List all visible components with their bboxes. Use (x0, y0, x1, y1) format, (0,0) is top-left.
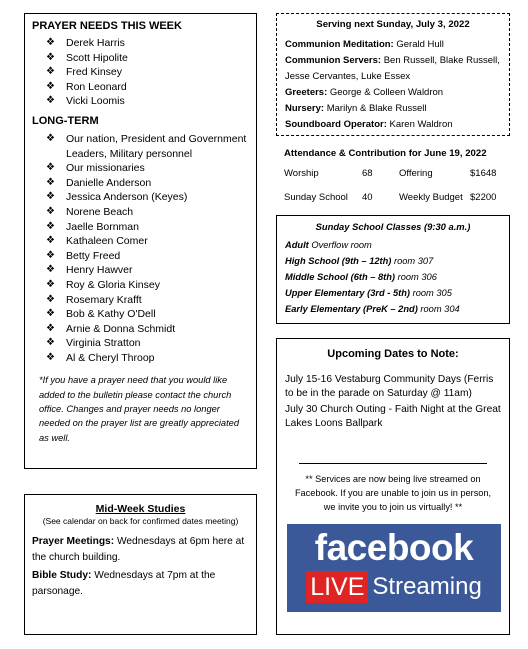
long-term-item (32, 234, 249, 249)
ss-early-elementary (285, 301, 501, 317)
prayer-item-text: Vicki Loomis (66, 95, 125, 108)
serving-row (285, 117, 501, 133)
long-term-item (32, 249, 249, 264)
prayer-note: *If you have a prayer need that you would like added to the bulletin please contact the church office. Changes and prayer needs no longer needed on the prayer list are greatly appreciated as well. (39, 375, 240, 443)
ss-upper-elementary-label: Upper Elementary (3rd - 5th) (285, 288, 411, 298)
long-term-item (32, 132, 249, 161)
streaming-text: Streaming (372, 573, 482, 600)
prayer-meetings (32, 534, 249, 565)
ss-adult-room: Overflow room (308, 240, 372, 250)
attendance-section (284, 148, 508, 209)
weekly-budget-label: Weekly Budget (399, 191, 463, 203)
attendance-heading: Attendance & Contribution for June 19, 2022 (284, 148, 487, 159)
date-entry-church-outing: July 30 Church Outing - Faith Night at the Great Lakes Loons Ballpark (285, 404, 501, 429)
diamond-bullet-icon: ❖ (46, 162, 55, 174)
facebook-live-logo (287, 524, 501, 612)
long-term-item (32, 307, 249, 322)
long-term-item (32, 322, 249, 337)
worship-label: Worship (284, 167, 319, 179)
ss-middle-school-label: Middle School (6th – 8th) (285, 272, 396, 282)
upcoming-dates-heading: Upcoming Dates to Note: (327, 348, 459, 360)
ss-adult-label: Adult (285, 240, 309, 250)
diamond-bullet-icon: ❖ (46, 176, 55, 188)
diamond-bullet-icon: ❖ (46, 80, 55, 92)
diamond-bullet-icon: ❖ (46, 249, 55, 261)
serving-heading: Serving next Sunday, July 3, 2022 (316, 19, 470, 30)
long-term-item-text: Jaelle Bornman (66, 220, 139, 233)
date-entry-community-days: July 15-16 Vestaburg Community Days (Ferris to be in the parade on Saturday @ 11am) (285, 374, 494, 399)
long-term-item-text: Henry Hawver (66, 264, 133, 277)
prayer-item (32, 80, 249, 95)
long-term-item-text: Jessica Anderson (Keyes) (66, 191, 188, 204)
serving-role: Greeters: (285, 87, 328, 98)
ss-high-school (285, 253, 501, 269)
serving-names: Ben Russell, Blake Russell, Jesse Cervantes, Luke Essex (285, 55, 500, 82)
upcoming-dates-box (276, 338, 510, 635)
diamond-bullet-icon: ❖ (46, 132, 55, 144)
long-term-item-text: Our nation, President and Government Leaders, Military personnel (66, 132, 247, 160)
serving-role: Soundboard Operator: (285, 119, 387, 130)
ss-adult (285, 237, 501, 253)
midweek-heading: Mid-Week Studies (95, 503, 186, 515)
long-term-item (32, 220, 249, 235)
bible-study-text: Wednesdays at 7pm at the parsonage. (32, 570, 216, 597)
ss-middle-school-room: room 306 (395, 272, 437, 282)
offering-value: $1648 (470, 167, 497, 179)
long-term-heading: LONG-TERM (32, 114, 99, 127)
diamond-bullet-icon: ❖ (46, 308, 55, 320)
serving-row (285, 53, 501, 85)
diamond-bullet-icon: ❖ (46, 66, 55, 78)
long-term-list (32, 132, 249, 366)
long-term-item (32, 161, 249, 176)
facebook-wordmark: facebook (314, 527, 474, 568)
serving-names: Gerald Hull (393, 39, 444, 50)
prayer-item (32, 65, 249, 80)
sunday-school-label: Sunday School (284, 191, 348, 203)
serving-role: Nursery: (285, 103, 325, 114)
diamond-bullet-icon: ❖ (46, 337, 55, 349)
bible-study-label: Bible Study: (32, 570, 92, 581)
long-term-item-text: Roy & Gloria Kinsey (66, 278, 160, 291)
long-term-item (32, 263, 249, 278)
long-term-item (32, 293, 249, 308)
ss-upper-elementary-room: room 305 (410, 288, 452, 298)
long-term-item-text: Betty Freed (66, 249, 121, 262)
long-term-item-text: Arnie & Donna Schmidt (66, 322, 176, 335)
serving-names: George & Colleen Waldron (327, 87, 444, 98)
long-term-item (32, 278, 249, 293)
diamond-bullet-icon: ❖ (46, 351, 55, 363)
diamond-bullet-icon: ❖ (46, 235, 55, 247)
sunday-school-value: 40 (362, 191, 373, 203)
diamond-bullet-icon: ❖ (46, 37, 55, 48)
prayer-item-text: Scott Hipolite (66, 51, 128, 64)
serving-row (285, 37, 501, 53)
prayer-item (32, 94, 249, 109)
prayer-list (32, 36, 249, 109)
long-term-item-text: Bob & Kathy O'Dell (66, 308, 156, 321)
diamond-bullet-icon: ❖ (46, 322, 55, 334)
worship-value: 68 (362, 167, 373, 179)
serving-role: Communion Servers: (285, 55, 382, 66)
long-term-item-text: Norene Beach (66, 205, 134, 218)
livestream-note: ** Services are now being live streamed on Facebook. If you are unable to join us in person, we invite you to join us virtually! ** (294, 474, 492, 512)
prayer-item-text: Derek Harris (66, 37, 125, 49)
sunday-school-heading: Sunday School Classes (9:30 a.m.) (315, 221, 471, 232)
serving-row (285, 85, 501, 101)
midweek-subheading: (See calendar on back for confirmed dates meeting) (42, 516, 239, 526)
diamond-bullet-icon: ❖ (46, 220, 55, 232)
serving-names: Karen Waldron (386, 119, 453, 130)
long-term-item (32, 190, 249, 205)
diamond-bullet-icon: ❖ (46, 205, 55, 217)
long-term-item-text: Danielle Anderson (66, 176, 152, 189)
offering-label: Offering (399, 167, 433, 179)
weekly-budget-value: $2200 (470, 191, 497, 203)
prayer-item-text: Fred Kinsey (66, 66, 123, 79)
ss-early-elementary-room: room 304 (417, 304, 460, 314)
live-badge: LIVE (306, 571, 368, 603)
serving-list (285, 37, 501, 133)
ss-high-school-room: room 307 (391, 256, 434, 266)
long-term-item (32, 351, 249, 366)
long-term-item-text: Virginia Stratton (66, 337, 141, 350)
diamond-bullet-icon: ❖ (46, 95, 55, 107)
long-term-item-text: Rosemary Krafft (66, 293, 142, 306)
bible-study (32, 568, 249, 599)
long-term-item (32, 176, 249, 191)
serving-names: Marilyn & Blake Russell (324, 103, 427, 114)
diamond-bullet-icon: ❖ (46, 278, 55, 290)
prayer-item-text: Ron Leonard (66, 80, 127, 93)
divider-line (299, 463, 487, 464)
long-term-item-text: Our missionaries (66, 162, 145, 175)
diamond-bullet-icon: ❖ (46, 293, 55, 305)
diamond-bullet-icon: ❖ (46, 191, 55, 203)
prayer-item (32, 36, 249, 51)
diamond-bullet-icon: ❖ (46, 51, 55, 63)
ss-upper-elementary (285, 285, 501, 301)
serving-role: Communion Meditation: (285, 39, 394, 50)
midweek-studies-box (24, 494, 257, 635)
long-term-item-text: Kathaleen Comer (66, 235, 148, 248)
serving-row (285, 101, 501, 117)
ss-middle-school (285, 269, 501, 285)
prayer-heading: PRAYER NEEDS THIS WEEK (32, 20, 182, 32)
diamond-bullet-icon: ❖ (46, 264, 55, 276)
live-streaming-line (287, 571, 501, 603)
prayer-meetings-text: Wednesdays at 6pm here at the church building. (32, 536, 245, 563)
sunday-school-box (276, 215, 510, 324)
attendance-table (284, 161, 496, 209)
long-term-item-text: Al & Cheryl Throop (66, 351, 155, 364)
prayer-needs-box (24, 13, 257, 469)
serving-box (276, 13, 510, 136)
ss-early-elementary-label: Early Elementary (PreK – 2nd) (285, 304, 418, 314)
prayer-item (32, 51, 249, 66)
ss-high-school-label: High School (9th – 12th) (285, 256, 392, 266)
long-term-item (32, 336, 249, 351)
prayer-meetings-label: Prayer Meetings: (32, 536, 115, 547)
long-term-item (32, 205, 249, 220)
